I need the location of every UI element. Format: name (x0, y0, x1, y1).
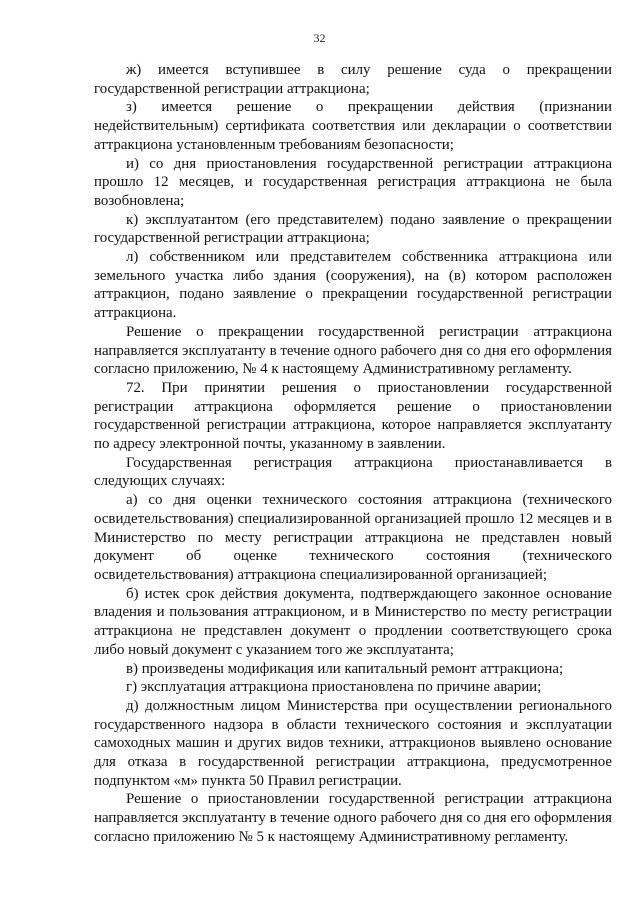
clause-d: д) должностным лицом Министерства при осуществлении регионального государственного надзора в области технического состояния и эксплуатации самоходных машин и других видов техники, аттракционов выявлено основание для отказа в государственной регистрации аттракциона, предусмотренное подпунктом «м» пункта 50 Правил регистрации. (94, 697, 612, 789)
clause-a: а) со дня оценки технического состояния аттракциона (технического освидетельствования) специализированной организацией прошло 12 месяцев и в Министерство по месту регистрации аттракциона не представлен новый документ об оценке технического состояния (технического освидетельствования) аттракциона специализированной организацией; (94, 492, 612, 583)
suspension-decision-paragraph: Решение о приостановлении государственной регистрации аттракциона направляется эксплуатанту в течение одного рабочего дня со дня его оформления согласно приложению № 5 к настоящему Административному регламенту. (94, 791, 612, 845)
clause-z: з) имеется решение о прекращении действия (признании недействительным) сертификата соответствия или декларации о соответствии аттракциона установленным требованиям безопасности; (94, 99, 612, 153)
section-72-paragraph: 72. При принятии решения о приостановлении государственной регистрации аттракциона оформляется решение о приостановлении государственной регистрации аттракциона, которое направляется эксплуатанту по адресу электронной почты, указанному в заявлении. (94, 379, 612, 453)
clause-k: к) эксплуатантом (его представителем) подано заявление о прекращении государственной регистрации аттракциона; (94, 211, 612, 247)
termination-decision-paragraph: Решение о прекращении государственной регистрации аттракциона направляется эксплуатанту в течение одного рабочего дня со дня его оформления согласно приложению, № 4 к настоящему Административному регламенту. (94, 323, 612, 378)
page-number: 32 (313, 31, 326, 45)
clause-b: б) истек срок действия документа, подтверждающего законное основание владения и пользования аттракционом, и в Министерство по месту регистрации аттракциона не представлен документ о продлении соответствующего срока либо новый документ с указанием того же эксплуатанта; (94, 585, 612, 658)
clause-zh: ж) имеется вступившее в силу решение суда о прекращении государственной регистрации аттракциона; (94, 62, 612, 97)
clause-v: в) произведены модификация или капитальный ремонт аттракциона; (126, 660, 564, 677)
clause-l: л) собственником или представителем собственника аттракциона или земельного участка либо здания (сооружения), на (в) котором расположен аттракцион, подано заявление о прекращении государственной регистрации аттракциона. (94, 249, 612, 322)
clause-g: г) эксплуатация аттракциона приостановлена по причине аварии; (126, 679, 542, 696)
suspension-cases-intro: Государственная регистрация аттракциона приостанавливается в следующих случаях: (94, 454, 612, 490)
clause-i: и) со дня приостановления государственной регистрации аттракциона прошло 12 месяцев, и государственная регистрация аттракциона не была возобновлена; (94, 155, 612, 209)
document-body (94, 61, 612, 847)
